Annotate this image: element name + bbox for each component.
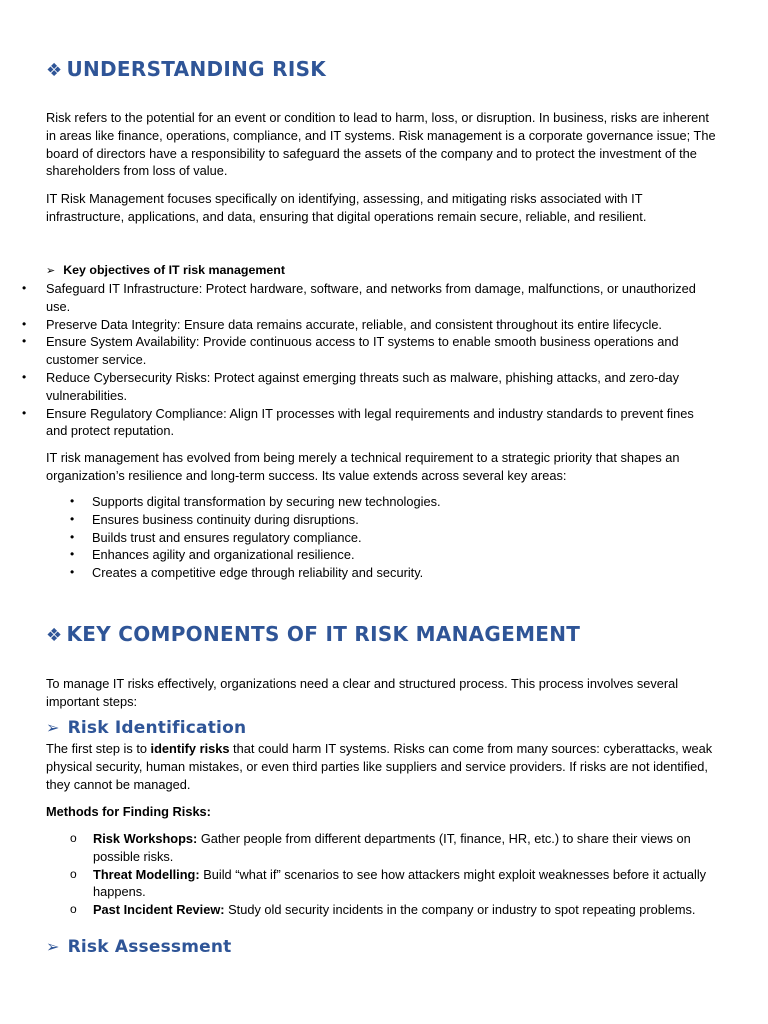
text-emphasis: identify risks (150, 741, 230, 756)
arrow-bullet-icon: ➢ (46, 718, 60, 737)
section-heading-key-components (46, 622, 580, 646)
list-item-text: Reduce Cybersecurity Risks: Protect against emerging threats such as malware, phishing attacks, and zero-day vulnerabilities. (46, 369, 680, 403)
objectives-list (22, 280, 718, 440)
list-item-text: Safeguard IT Infrastructure: Protect hardware, software, and networks from damage, malfunctions, or unauthorized use. (46, 281, 696, 314)
list-item (22, 333, 718, 369)
list-item-text: Builds trust and ensures regulatory compliance. (92, 529, 362, 545)
bullet-icon: • (22, 316, 27, 331)
circle-bullet-icon: o (70, 866, 77, 881)
bullet-icon: • (22, 369, 27, 384)
diamond-bullet-icon: ❖ (46, 625, 63, 646)
list-item-text: Ensure System Availability: Provide continuous access to IT systems to enable smooth business operations and customer service. (46, 334, 679, 368)
list-item (70, 564, 712, 582)
list-item-text: Supports digital transformation by securing new technologies. (92, 494, 441, 509)
list-item-text: Creates a competitive edge through reliability and security. (92, 565, 424, 581)
list-item-text: Ensures business continuity during disruptions. (92, 511, 359, 527)
list-item-text: Enhances agility and organizational resilience. (92, 547, 355, 563)
bullet-icon: • (22, 281, 27, 295)
list-item (70, 529, 712, 547)
method-desc: Study old security incidents in the company or industry to spot repeating problems. (224, 902, 696, 918)
circle-bullet-icon: o (70, 902, 77, 917)
subheading-text: Risk Assessment (67, 937, 232, 957)
methods-heading: Methods for Finding Risks: (46, 804, 211, 819)
subheading-risk-assessment (46, 937, 232, 957)
bullet-icon: • (70, 494, 75, 508)
bullet-icon: • (70, 565, 75, 580)
bullet-icon: • (22, 405, 27, 420)
method-name: Past Incident Review: (93, 902, 225, 918)
diamond-bullet-icon: ❖ (46, 60, 63, 81)
bullet-icon: • (22, 334, 27, 349)
list-item-text: Ensure Regulatory Compliance: Align IT processes with legal requirements and industry standards to prevent fines and protect reputation. (46, 405, 694, 439)
subheading-risk-identification (46, 718, 246, 738)
list-item (70, 493, 712, 511)
subheading-text: Risk Identification (67, 718, 247, 738)
bullet-icon: • (70, 511, 75, 526)
paragraph-risk-definition: Risk refers to the potential for an event or condition to lead to harm, loss, or disruption. In business, risks are inherent in areas like finance, operations, compliance, and IT systems. Risk management is a corporate governance issue; The board of directors have a responsibility to safeguard the assets of the company and to protect the investment of the shareholders from loss of value. (46, 110, 716, 179)
arrow-bullet-icon: ➢ (46, 265, 56, 277)
paragraph-value: IT risk management has evolved from being merely a technical requirement to a strategic priority that shapes an organization’s resilience and long-term success. Its value extends across several key areas: (46, 450, 680, 483)
section-title: KEY COMPONENTS OF IT RISK MANAGEMENT (66, 622, 581, 646)
list-item (70, 901, 719, 919)
list-item (70, 830, 719, 866)
paragraph-risk-identification (46, 740, 722, 793)
list-item (70, 511, 712, 529)
list-item (22, 280, 718, 316)
list-item (70, 866, 719, 902)
method-name: Threat Modelling: (93, 866, 200, 882)
method-desc: Gather people from different departments (IT, finance, HR, etc.) to share their views on possible risks. (93, 831, 691, 864)
list-item (70, 546, 712, 564)
methods-list (70, 830, 719, 919)
method-name: Risk Workshops: (93, 831, 198, 846)
text-segment: The first step is to (46, 741, 151, 756)
list-item-text: Preserve Data Integrity: Ensure data remains accurate, reliable, and consistent throughout its entire lifecycle. (46, 316, 662, 332)
objectives-heading-text: Key objectives of IT risk management (63, 263, 285, 277)
text-segment: that could harm IT systems. Risks can come from many sources: cyberattacks, weak physical security, human mistakes, or even third parties like suppliers and service providers. If risks are not identified, they cannot be managed. (46, 741, 713, 792)
values-list (70, 493, 712, 582)
method-desc: Build “what if” scenarios to see how attackers might exploit weaknesses before it actually happens. (93, 866, 707, 900)
paragraph-it-risk-management: IT Risk Management focuses specifically on identifying, assessing, and mitigating risks associated with IT infrastructure, applications, and data, ensuring that digital operations remain secure, reliable, and resilient. (46, 191, 647, 224)
bullet-icon: • (70, 529, 75, 544)
list-item (22, 316, 718, 334)
section-heading-understanding-risk (46, 57, 326, 81)
section-title: UNDERSTANDING RISK (66, 57, 327, 81)
circle-bullet-icon: o (70, 831, 77, 845)
list-item (22, 369, 718, 405)
objectives-heading (46, 262, 285, 281)
list-item (22, 405, 718, 441)
paragraph-intro: To manage IT risks effectively, organizations need a clear and structured process. This process involves several important steps: (46, 676, 679, 709)
bullet-icon: • (70, 547, 75, 562)
arrow-bullet-icon: ➢ (46, 937, 60, 956)
